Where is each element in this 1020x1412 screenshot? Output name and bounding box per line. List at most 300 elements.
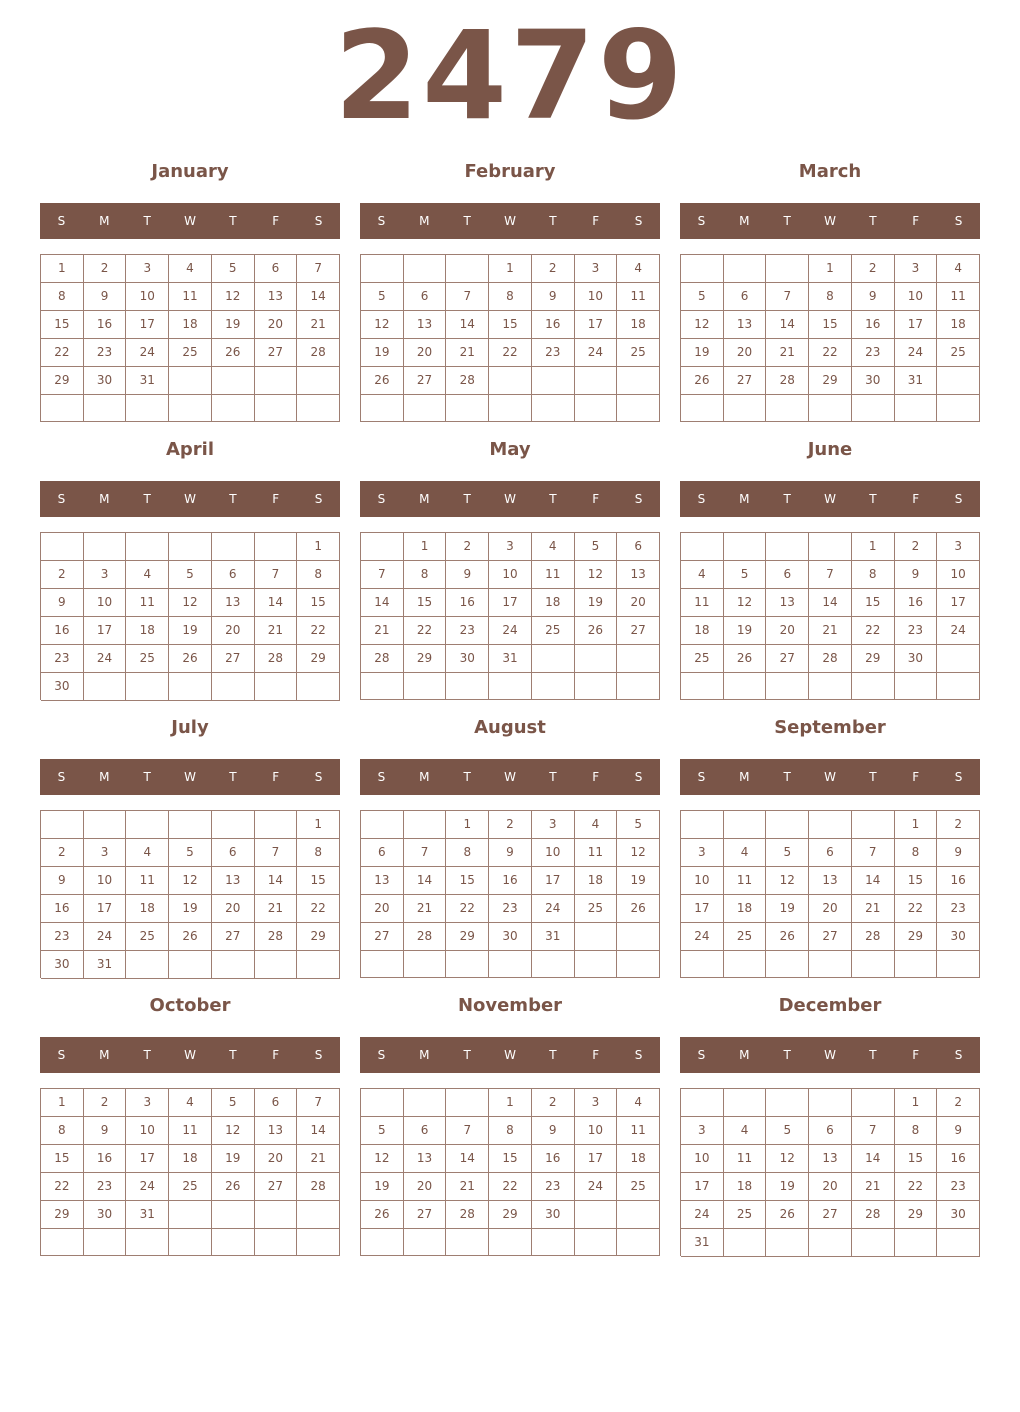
weekday-label: W [504,770,516,784]
month-title: July [171,717,209,738]
days-grid [40,254,340,422]
day-cell: 8 [489,283,532,311]
day-cell: 16 [852,311,895,339]
weekday-label: W [504,492,516,506]
empty-day-cell [255,673,298,701]
day-cell: 28 [446,1201,489,1229]
day-cell: 9 [41,589,84,617]
empty-day-cell [446,255,489,283]
day-cell: 14 [766,311,809,339]
day-cell: 19 [169,895,212,923]
day-cell: 3 [126,255,169,283]
day-cell: 15 [41,1145,84,1173]
day-cell: 25 [724,1201,767,1229]
day-cell: 21 [446,1173,489,1201]
day-cell: 27 [361,923,404,951]
day-cell: 1 [895,811,938,839]
weekday-label: T [463,492,471,506]
weekday-label: T [143,214,151,228]
day-cell: 5 [361,283,404,311]
empty-day-cell [255,951,298,979]
day-cell: 20 [617,589,660,617]
empty-day-cell [681,1089,724,1117]
empty-day-cell [532,395,575,422]
empty-day-cell [532,1229,575,1256]
day-cell: 26 [766,923,809,951]
day-cell: 22 [297,617,340,645]
empty-day-cell [489,367,532,395]
day-cell: 9 [532,283,575,311]
day-cell: 9 [532,1117,575,1145]
day-cell: 13 [255,283,298,311]
day-cell: 11 [532,561,575,589]
empty-day-cell [617,923,660,951]
day-cell: 15 [895,1145,938,1173]
days-grid [40,532,340,700]
day-cell: 26 [169,923,212,951]
empty-day-cell [489,673,532,700]
days-grid [360,532,660,700]
day-cell: 25 [169,339,212,367]
day-cell: 19 [361,339,404,367]
weekday-label: M [739,770,750,784]
day-cell: 8 [809,283,852,311]
day-cell: 22 [489,1173,532,1201]
day-cell: 28 [255,645,298,673]
day-cell: 13 [766,589,809,617]
empty-day-cell [361,255,404,283]
day-cell: 12 [681,311,724,339]
day-cell: 22 [446,895,489,923]
day-cell: 23 [489,895,532,923]
day-cell: 22 [41,1173,84,1201]
day-cell: 21 [255,617,298,645]
day-cell: 3 [532,811,575,839]
empty-day-cell [532,367,575,395]
day-cell: 6 [617,533,660,561]
weekday-label: T [143,1048,151,1062]
month-title: May [489,439,531,460]
day-cell: 24 [84,645,127,673]
days-grid [360,254,660,422]
empty-day-cell [532,673,575,700]
weekday-header [40,481,340,517]
day-cell: 22 [404,617,447,645]
weekday-header [680,1037,980,1073]
empty-day-cell [852,673,895,700]
empty-day-cell [617,1201,660,1229]
day-cell: 8 [404,561,447,589]
empty-day-cell [361,951,404,978]
empty-day-cell [41,533,84,561]
empty-day-cell [84,673,127,701]
day-cell: 20 [809,1173,852,1201]
empty-day-cell [446,673,489,700]
day-cell: 29 [809,367,852,395]
empty-day-cell [617,367,660,395]
day-cell: 16 [84,1145,127,1173]
day-cell: 27 [724,367,767,395]
day-cell: 19 [169,617,212,645]
day-cell: 2 [446,533,489,561]
day-cell: 29 [489,1201,532,1229]
day-cell: 25 [617,1173,660,1201]
empty-day-cell [212,395,255,422]
day-cell: 27 [404,1201,447,1229]
day-cell: 31 [126,367,169,395]
day-cell: 14 [404,867,447,895]
day-cell: 6 [724,283,767,311]
day-cell: 18 [724,1173,767,1201]
days-grid [360,810,660,978]
day-cell: 11 [126,589,169,617]
day-cell: 11 [724,867,767,895]
empty-day-cell [617,645,660,673]
month-title: November [457,995,563,1016]
day-cell: 30 [532,1201,575,1229]
day-cell: 17 [575,1145,618,1173]
day-cell: 12 [766,867,809,895]
day-cell: 25 [532,617,575,645]
day-cell: 11 [169,1117,212,1145]
weekday-label: T [869,492,877,506]
weekday-label: T [869,1048,877,1062]
weekday-label: M [99,214,110,228]
day-cell: 29 [404,645,447,673]
day-cell: 14 [446,311,489,339]
day-cell: 16 [41,895,84,923]
day-cell: 7 [809,561,852,589]
days-grid [680,532,980,700]
day-cell: 8 [895,839,938,867]
day-cell: 24 [681,1201,724,1229]
day-cell: 28 [255,923,298,951]
day-cell: 10 [84,867,127,895]
empty-day-cell [169,951,212,979]
day-cell: 23 [532,339,575,367]
empty-day-cell [766,1089,809,1117]
day-cell: 12 [169,867,212,895]
empty-day-cell [169,811,212,839]
day-cell: 23 [937,1173,980,1201]
day-cell: 9 [852,283,895,311]
weekday-label: S [314,492,323,506]
weekday-label: S [954,492,963,506]
day-cell: 21 [255,895,298,923]
month-title: June [807,439,853,460]
day-cell: 16 [84,311,127,339]
day-cell: 2 [937,1089,980,1117]
day-cell: 19 [766,895,809,923]
day-cell: 26 [212,1173,255,1201]
day-cell: 26 [169,645,212,673]
day-cell: 23 [937,895,980,923]
day-cell: 4 [126,839,169,867]
weekday-label: S [377,214,386,228]
empty-day-cell [575,645,618,673]
day-cell: 17 [84,617,127,645]
day-cell: 21 [766,339,809,367]
empty-day-cell [212,367,255,395]
weekday-label: T [463,1048,471,1062]
weekday-label: W [184,492,196,506]
day-cell: 31 [84,951,127,979]
weekday-label: T [783,214,791,228]
empty-day-cell [852,951,895,978]
day-cell: 23 [41,645,84,673]
day-cell: 24 [84,923,127,951]
day-cell: 12 [212,283,255,311]
day-cell: 24 [575,1173,618,1201]
day-cell: 4 [937,255,980,283]
day-cell: 8 [297,561,340,589]
weekday-label: M [419,1048,430,1062]
empty-day-cell [681,395,724,422]
empty-day-cell [895,1229,938,1257]
weekday-label: M [99,770,110,784]
day-cell: 11 [681,589,724,617]
weekday-label: S [697,214,706,228]
day-cell: 27 [212,923,255,951]
empty-day-cell [617,395,660,422]
empty-day-cell [937,1229,980,1257]
day-cell: 24 [937,617,980,645]
weekday-label: S [954,770,963,784]
month-title: March [798,161,862,182]
day-cell: 26 [681,367,724,395]
empty-day-cell [169,367,212,395]
day-cell: 5 [169,561,212,589]
day-cell: 6 [255,1089,298,1117]
days-grid [680,254,980,422]
weekday-header [40,203,340,239]
weekday-header [680,481,980,517]
weekday-label: W [184,214,196,228]
weekday-label: S [314,214,323,228]
day-cell: 6 [255,255,298,283]
day-cell: 16 [937,1145,980,1173]
day-cell: 31 [126,1201,169,1229]
day-cell: 26 [361,367,404,395]
day-cell: 11 [937,283,980,311]
day-cell: 15 [852,589,895,617]
weekday-label: T [869,770,877,784]
day-cell: 25 [169,1173,212,1201]
empty-day-cell [895,673,938,700]
day-cell: 17 [84,895,127,923]
day-cell: 15 [297,589,340,617]
day-cell: 13 [404,1145,447,1173]
weekday-header [360,1037,660,1073]
empty-day-cell [255,811,298,839]
day-cell: 2 [84,1089,127,1117]
year-title: 2479 [334,5,686,147]
day-cell: 1 [41,255,84,283]
empty-day-cell [212,533,255,561]
day-cell: 29 [297,645,340,673]
day-cell: 12 [212,1117,255,1145]
day-cell: 18 [937,311,980,339]
weekday-header [680,759,980,795]
empty-day-cell [297,367,340,395]
day-cell: 9 [937,839,980,867]
weekday-label: T [229,770,237,784]
day-cell: 5 [766,839,809,867]
day-cell: 27 [766,645,809,673]
weekday-label: W [824,214,836,228]
day-cell: 2 [489,811,532,839]
weekday-label: T [143,770,151,784]
day-cell: 12 [617,839,660,867]
day-cell: 13 [617,561,660,589]
day-cell: 8 [41,283,84,311]
day-cell: 14 [809,589,852,617]
empty-day-cell [361,1229,404,1256]
day-cell: 1 [895,1089,938,1117]
day-cell: 17 [895,311,938,339]
day-cell: 28 [297,1173,340,1201]
day-cell: 14 [852,1145,895,1173]
day-cell: 23 [532,1173,575,1201]
day-cell: 15 [41,311,84,339]
weekday-label: F [592,770,600,784]
empty-day-cell [852,811,895,839]
day-cell: 4 [532,533,575,561]
day-cell: 21 [852,1173,895,1201]
weekday-label: M [419,770,430,784]
day-cell: 8 [489,1117,532,1145]
weekday-label: S [954,1048,963,1062]
day-cell: 29 [446,923,489,951]
day-cell: 11 [169,283,212,311]
weekday-header [360,203,660,239]
day-cell: 24 [895,339,938,367]
day-cell: 17 [489,589,532,617]
empty-day-cell [766,951,809,978]
day-cell: 23 [852,339,895,367]
day-cell: 20 [404,339,447,367]
day-cell: 1 [404,533,447,561]
day-cell: 22 [852,617,895,645]
empty-day-cell [255,367,298,395]
empty-day-cell [575,923,618,951]
empty-day-cell [255,395,298,422]
day-cell: 30 [84,367,127,395]
day-cell: 19 [212,311,255,339]
day-cell: 29 [852,645,895,673]
empty-day-cell [809,951,852,978]
weekday-label: S [697,770,706,784]
empty-day-cell [212,811,255,839]
day-cell: 18 [617,1145,660,1173]
month-title: August [474,717,546,738]
empty-day-cell [532,951,575,978]
day-cell: 15 [446,867,489,895]
day-cell: 31 [489,645,532,673]
weekday-header [360,481,660,517]
day-cell: 7 [297,255,340,283]
empty-day-cell [212,951,255,979]
day-cell: 8 [895,1117,938,1145]
empty-day-cell [84,811,127,839]
day-cell: 14 [297,283,340,311]
day-cell: 20 [809,895,852,923]
day-cell: 30 [41,673,84,701]
empty-day-cell [404,951,447,978]
empty-day-cell [766,395,809,422]
day-cell: 20 [255,311,298,339]
day-cell: 7 [297,1089,340,1117]
weekday-label: W [504,214,516,228]
day-cell: 25 [126,645,169,673]
empty-day-cell [575,395,618,422]
empty-day-cell [809,395,852,422]
weekday-label: S [377,1048,386,1062]
day-cell: 6 [766,561,809,589]
weekday-label: S [314,1048,323,1062]
day-cell: 9 [446,561,489,589]
day-cell: 18 [169,1145,212,1173]
day-cell: 27 [255,339,298,367]
weekday-label: S [57,1048,66,1062]
empty-day-cell [937,951,980,978]
day-cell: 10 [126,283,169,311]
day-cell: 19 [361,1173,404,1201]
day-cell: 6 [809,1117,852,1145]
day-cell: 5 [212,255,255,283]
empty-day-cell [361,673,404,700]
day-cell: 19 [766,1173,809,1201]
day-cell: 7 [255,561,298,589]
day-cell: 26 [212,339,255,367]
empty-day-cell [169,1201,212,1229]
day-cell: 10 [575,1117,618,1145]
day-cell: 27 [809,1201,852,1229]
day-cell: 24 [681,923,724,951]
day-cell: 7 [446,1117,489,1145]
day-cell: 9 [84,283,127,311]
day-cell: 4 [724,1117,767,1145]
weekday-label: W [824,492,836,506]
empty-day-cell [681,951,724,978]
day-cell: 31 [681,1229,724,1257]
empty-day-cell [41,395,84,422]
day-cell: 20 [766,617,809,645]
day-cell: 16 [41,617,84,645]
day-cell: 7 [766,283,809,311]
day-cell: 1 [489,1089,532,1117]
day-cell: 20 [724,339,767,367]
day-cell: 7 [852,839,895,867]
day-cell: 25 [126,923,169,951]
day-cell: 7 [446,283,489,311]
day-cell: 30 [489,923,532,951]
day-cell: 7 [361,561,404,589]
day-cell: 25 [617,339,660,367]
empty-day-cell [724,1089,767,1117]
weekday-label: F [912,770,920,784]
day-cell: 23 [446,617,489,645]
empty-day-cell [937,367,980,395]
day-cell: 19 [575,589,618,617]
empty-day-cell [361,533,404,561]
day-cell: 3 [84,839,127,867]
empty-day-cell [852,1089,895,1117]
day-cell: 1 [41,1089,84,1117]
weekday-label: T [549,770,557,784]
day-cell: 1 [297,533,340,561]
day-cell: 13 [212,589,255,617]
